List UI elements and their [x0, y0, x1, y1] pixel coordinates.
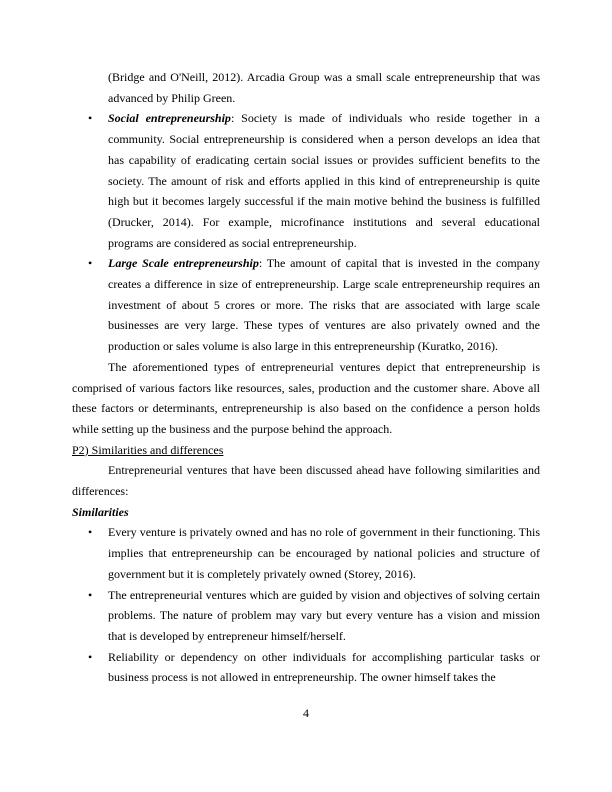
page-number: 4 [303, 706, 309, 720]
bullet-text: : Society is made of individuals who reside together in a community. Social entrepreneurship is considered when a person develops an idea that has capability of eradicating certain social issues or provides sufficient benefits to the society. The amount of risk and efforts applied in this kind of entrepreneurship is quite high but it becomes largely successful if the main motive behind the business is fulfilled (Drucker, 2014). For example, microfinance institutions and several educational programs are considered as social entrepreneurship. [108, 111, 540, 250]
list-item [72, 585, 540, 647]
bullet-text: Reliability or dependency on other individuals for accomplishing particular tasks or business process is not allowed in entrepreneurship. The owner himself takes the [108, 649, 540, 685]
bullet-icon: • [88, 111, 93, 126]
bullet-text: Every venture is privately owned and has no role of government in their functioning. This implies that entrepreneurship can be encouraged by national policies and structure of government but it is completely privately owned (Storey, 2016). [108, 525, 540, 581]
list-item [72, 253, 540, 357]
bullet-icon: • [88, 256, 93, 271]
summary-paragraph: The aforementioned types of entrepreneurial ventures depict that entrepreneurship is comprised of various factors like resources, sales, production and the customer share. Above all these factors or determinants, entrepreneurship is also based on the confidence a person holds while setting up the business and the purpose behind the approach. [72, 359, 540, 436]
entrepreneurship-types-list [72, 108, 540, 356]
section-heading: P2) Similarities and differences [72, 442, 224, 457]
document-page [72, 67, 540, 688]
bullet-icon: • [88, 587, 93, 602]
similarities-heading: Similarities [72, 504, 129, 519]
bullet-icon: • [88, 525, 93, 540]
continuation-paragraph: (Bridge and O'Neill, 2012). Arcadia Group was a small scale entrepreneurship that was advanced by Philip Green. [108, 70, 540, 105]
list-item [72, 108, 540, 253]
intro-paragraph: Entrepreneurial ventures that have been discussed ahead have following similarities and differences: [72, 463, 540, 499]
list-item [72, 522, 540, 584]
bullet-text: The entrepreneurial ventures which are guided by vision and objectives of solving certain problems. The nature of problem may vary but every venture has a vision and mission that is developed by entrepreneur himself/herself. [108, 587, 540, 643]
bullet-term: Large Scale entrepreneurship [108, 256, 259, 271]
list-item [72, 647, 540, 688]
bullet-text: : The amount of capital that is invested in the company creates a difference in size of entrepreneurship. Large scale entrepreneurship requires an investment of about 5 crores or more. The risks that are associated with large scale businesses are very large. These types of ventures are also privately owned and the production or sales volume is also large in this entrepreneurship (Kuratko, 2016). [108, 256, 540, 354]
similarities-list [72, 522, 540, 688]
bullet-icon: • [88, 649, 93, 664]
bullet-term: Social entrepreneurship [108, 111, 231, 126]
